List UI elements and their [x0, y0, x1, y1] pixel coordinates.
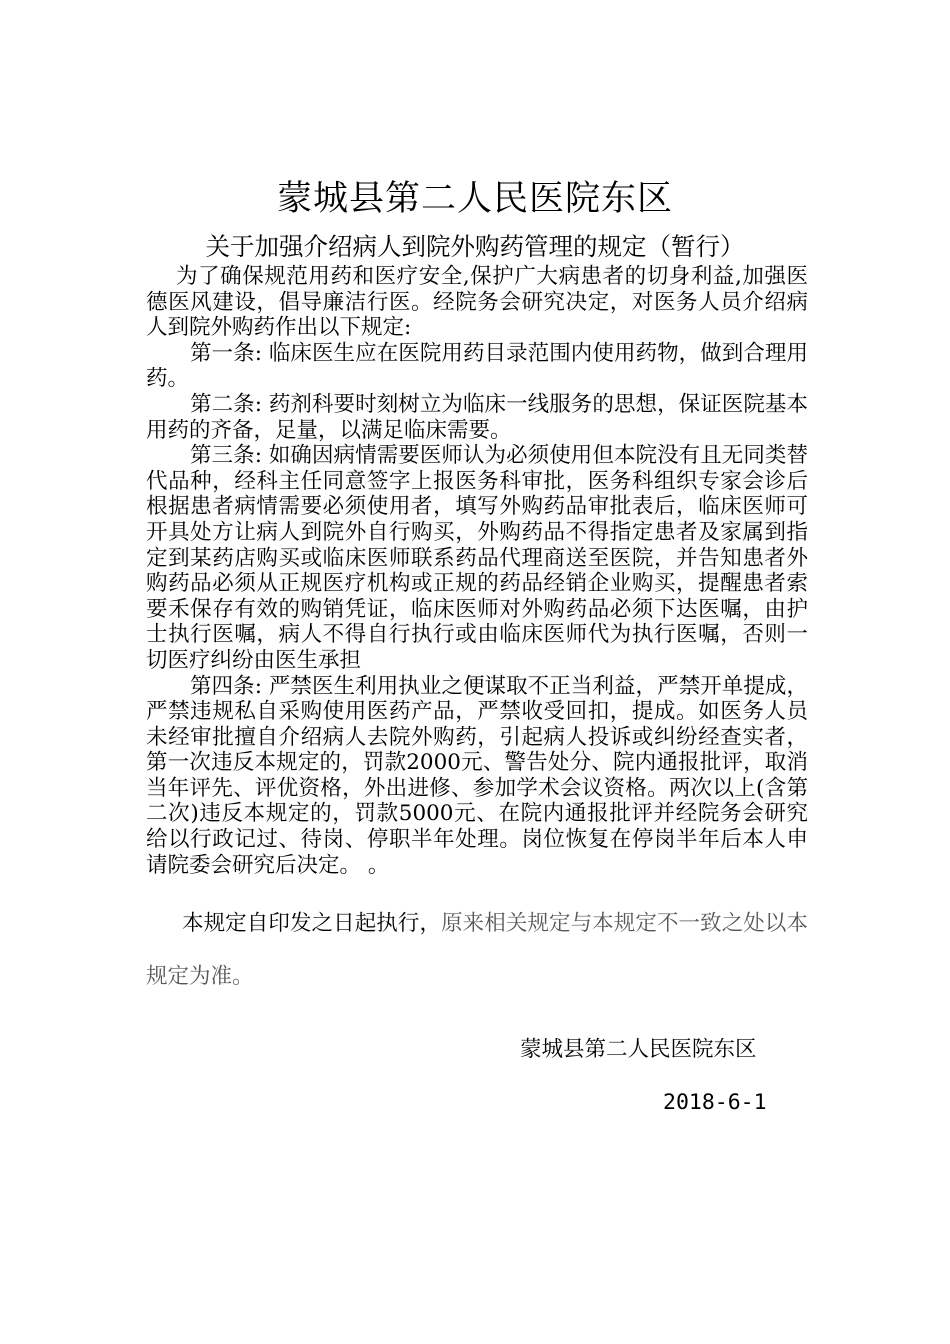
closing-paragraph	[146, 897, 808, 1003]
document-subtitle: 关于加强介绍病人到院外购药管理的规定（暂行）	[205, 232, 745, 261]
signature-organization: 蒙城县第二人民医院东区	[520, 1037, 757, 1062]
article-2-paragraph: 第二条: 药剂科要时刻树立为临床一线服务的思想，保证医院基本用药的齐备，足量，以满足临床需要。	[146, 391, 808, 443]
document-date: 2018-6-1	[663, 1090, 767, 1115]
document-body	[146, 264, 808, 878]
intro-paragraph: 为了确保规范用药和医疗安全,保护广大病患者的切身利益,加强医德医风建设，倡导廉洁行医。经院务会研究决定，对医务人员介绍病人到院外购药作出以下规定:	[146, 264, 808, 341]
closing-text-precedence: 原来相关规定与本规定不一致之处以本规定为准。	[146, 911, 808, 989]
document-title: 蒙城县第二人民医院东区	[276, 179, 673, 219]
article-4-paragraph: 第四条: 严禁医生利用执业之便谋取不正当利益，严禁开单提成，严禁违规私自采购使用医药产品，严禁收受回扣，提成。如医务人员未经审批擅自介绍病人去院外购药，引起病人投诉或纠纷经查实者，第一次违反本规定的，罚款2000元、警告处分、院内通报批评，取消当年评先、评优资格，外出进修、参加学术会议资格。两次以上(含第二次)违反本规定的，罚款5000元、在院内通报批评并经院务会研究给以行政记过、待岗、停职半年处理。岗位恢复在停岗半年后本人申请院委会研究后决定。 。	[146, 673, 808, 878]
article-3-paragraph: 第三条: 如确因病情需要医师认为必须使用但本院没有且无同类替代品种，经科主任同意签字上报医务科审批，医务科组织专家会诊后根据患者病情需要必须使用者，填写外购药品审批表后，临床医师可开具处方让病人到院外自行购买，外购药品不得指定患者及家属到指定到某药店购买或临床医师联系药品代理商送至医院，并告知患者外购药品必须从正规医疗机构或正规的药品经销企业购买，提醒患者索要禾保存有效的购销凭证，临床医师对外购药品必须下达医嘱，由护士执行医嘱，病人不得自行执行或由临床医师代为执行医嘱，否则一切医疗纠纷由医生承担	[146, 443, 808, 673]
article-1-paragraph: 第一条: 临床医生应在医院用药目录范围内使用药物，做到合理用药。	[146, 340, 808, 392]
closing-text-effective: 本规定自印发之日起执行，	[182, 911, 442, 936]
